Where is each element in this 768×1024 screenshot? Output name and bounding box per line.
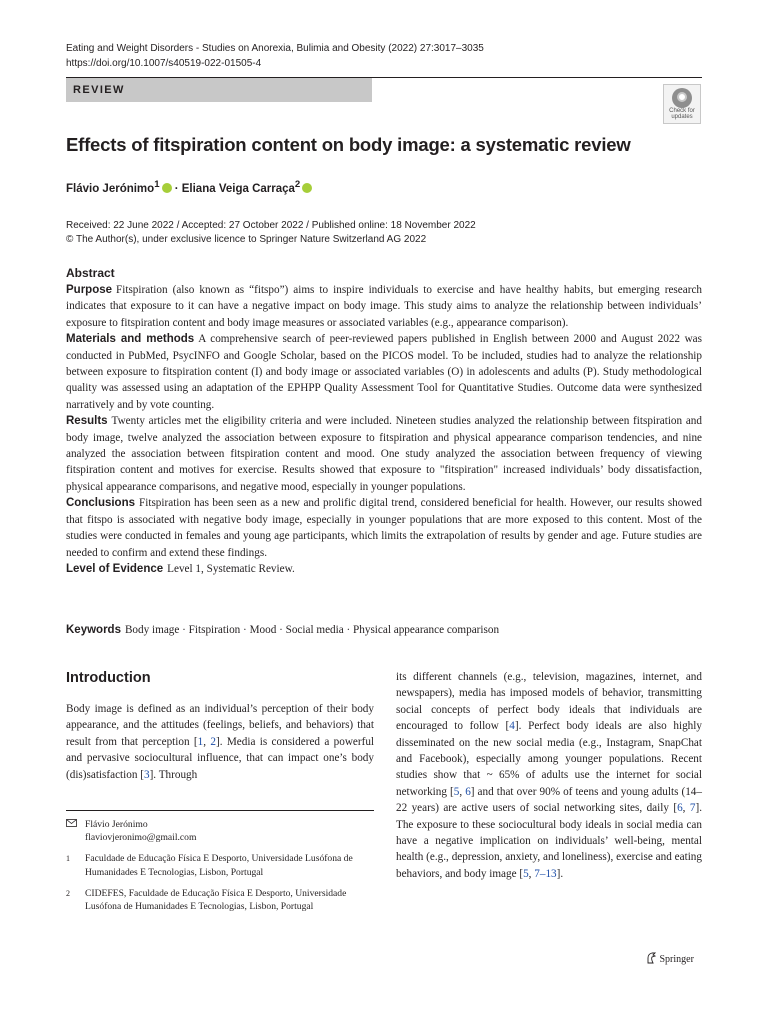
results-text: Twenty articles met the eligibility criteria and were included. Nineteen studies analyzed the relationship between fitspiration and body image, twelve analyzed the association between exposure to fitspiration and physical appearance comparison tendencies, and nine analyzed the association between fitspiration content and mood. One study analyzed the association between frequency of viewing fitspiration content and motives for exercise. Results showed that exposure to "fitspiration" increased individuals’ body dissatisfaction, physical appearance comparisons, and negative mood, especially in younger populations. bbox=[66, 415, 702, 493]
purpose-label: Purpose bbox=[66, 284, 113, 296]
citation-link[interactable]: 6 bbox=[677, 802, 683, 815]
introduction-right-column bbox=[396, 669, 702, 882]
results-label: Results bbox=[66, 415, 108, 428]
publisher-logo bbox=[646, 952, 694, 967]
methods-text: A comprehensive search of peer-reviewed papers published in English between 2000 and August 2022 was conducted in PubMed, PsycINFO and Google Scholar, based on the PICOS model. To be included, studies had to analyze the relationship between exposure to fitspiration content (I) and body image or associated variables (O) in adolescents and adults (P). Study methodological quality was assessed using an adaptation of the EPHPP Quality Assessment Tool for Quantitative Studies. Outcome data were synthesized narratively and by vote counting. bbox=[66, 333, 702, 411]
author-separator: · bbox=[171, 182, 182, 195]
copyright-notice: © The Author(s), under exclusive licence to Springer Nature Switzerland AG 2022 bbox=[66, 234, 427, 245]
evidence-label: Level of Evidence bbox=[66, 562, 164, 575]
purpose-text: Fitspiration (also known as “fitspo”) aims to inspire individuals to exercise and have healthy habits, but emerging research indicates that exposure to it can have a negative impact on body image. This study aims to analyze the relationship between individuals’ exposure to fitspiration content and body image measures or associated variables (e.g., appearance comparison). bbox=[66, 284, 702, 329]
affiliation-marker: 2 bbox=[294, 179, 301, 190]
citation-link[interactable]: 7–13 bbox=[534, 867, 557, 880]
affiliation-1 bbox=[66, 852, 374, 878]
footnote-divider bbox=[66, 810, 374, 811]
keywords-label: Keywords bbox=[66, 624, 121, 636]
abstract-heading: Abstract bbox=[66, 266, 115, 280]
citation-link[interactable]: 4 bbox=[509, 720, 515, 733]
check-for-updates-icon bbox=[672, 88, 692, 108]
footnotes bbox=[66, 818, 374, 921]
history-dates: Received: 22 June 2022 / Accepted: 27 October 2022 / Published online: 18 November 2022 bbox=[66, 220, 476, 231]
doi-link[interactable]: https://doi.org/10.1007/s40519-022-01505-4 bbox=[66, 58, 262, 69]
check-for-updates-badge[interactable] bbox=[663, 84, 701, 124]
citation-link[interactable]: 5 bbox=[523, 867, 529, 880]
author-list bbox=[66, 179, 312, 195]
author-name[interactable]: Eliana Veiga Carraça bbox=[181, 182, 295, 195]
introduction-paragraph-right: its different channels (e.g., television, magazines, internet, and newspapers), media has imposed models of behavior, transmitting social concepts of perfect body ideals that individuals are encouraged to follow [4]. Perfect body ideals are also highly disseminated on the new social media (e.g., Instagram, SnapChat and Facebook), especially among younger populations. Recent studies show that ~ 65% of adults use the internet for social networking [5, 6] and that over 90% of teens and young adults (14–22 years) are active users of social networking sites, daily [6, 7]. The exposure to these sociocultural body ideals in social media can have a negative implication on individuals’ well-being, mental health (e.g., depression, anxiety, and loneliness), exercise and eating behaviors, and body image [5, 7–13]. bbox=[396, 671, 702, 880]
orcid-icon[interactable] bbox=[162, 183, 172, 193]
journal-citation: Eating and Weight Disorders - Studies on Anorexia, Bulimia and Obesity (2022) 27:3017–3035 bbox=[66, 43, 484, 54]
publication-dates bbox=[66, 219, 476, 247]
citation-link[interactable]: 5 bbox=[453, 785, 460, 798]
affiliation-text: Faculdade de Educação Física E Desporto, Universidade Lusófona de Humanidades E Tecnologias, Lisbon, Portugal bbox=[85, 853, 353, 878]
abstract-methods bbox=[66, 331, 702, 413]
keywords-text: Body image · Fitspiration · Mood · Social media · Physical appearance comparison bbox=[124, 624, 500, 636]
abstract-results bbox=[66, 413, 702, 495]
corresponding-author-name: Flávio Jerónimo bbox=[85, 819, 148, 830]
check-for-updates-text-2: updates bbox=[671, 114, 693, 120]
orcid-icon[interactable] bbox=[302, 183, 312, 193]
author-name[interactable]: Flávio Jerónimo bbox=[66, 182, 155, 195]
affiliation-text: CIDEFES, Faculdade de Educação Física E Desporto, Universidade Lusófona de Humanidades E Tecnologias, Lisbon, Portugal bbox=[85, 887, 347, 913]
affiliation-marker: 1 bbox=[154, 179, 160, 190]
envelope-icon bbox=[66, 818, 77, 831]
publisher-name: Springer bbox=[659, 954, 694, 965]
article-type-label: REVIEW bbox=[66, 78, 372, 102]
citation-link[interactable]: 3 bbox=[143, 768, 150, 781]
corresponding-author-email[interactable]: flaviovjeronimo@gmail.com bbox=[85, 832, 197, 844]
keywords bbox=[66, 624, 702, 636]
springer-horse-icon bbox=[646, 954, 660, 965]
conclusions-label: Conclusions bbox=[66, 497, 136, 510]
affiliation-2 bbox=[66, 887, 374, 913]
introduction-paragraph-left: Body image is defined as an individual’s perception of their body appearance, and the attitudes (feelings, beliefs, and behaviors) that result from that perception [1, 2]. Media is considered a powerful and pervasive sociocultural influence, that can impact one’s body (dis)satisfaction [3]. Through bbox=[66, 703, 375, 781]
affiliation-number: 1 bbox=[66, 854, 70, 864]
conclusions-text: Fitspiration has been seen as a new and prolific digital trend, considered beneficial for health. However, our results showed that fitspo is associated with negative body image, especially in younger populations that are more exposed to this content. Most of the studies were conducted in females and young age participants, which limits the extrapolation of results by gender and age. Future studies are needed to confirm and extend these findings. bbox=[66, 497, 702, 559]
introduction-heading: Introduction bbox=[66, 670, 151, 686]
corresponding-author bbox=[66, 818, 374, 844]
citation-link[interactable]: 1 bbox=[197, 735, 204, 748]
citation-link[interactable]: 2 bbox=[210, 735, 216, 748]
citation-link[interactable]: 6 bbox=[465, 785, 471, 798]
abstract bbox=[66, 266, 702, 577]
methods-label: Materials and methods bbox=[66, 333, 195, 346]
abstract-conclusions bbox=[66, 495, 702, 561]
article-title: Effects of fitspiration content on body image: a systematic review bbox=[66, 134, 631, 155]
introduction-left-column bbox=[66, 669, 374, 783]
affiliation-number: 2 bbox=[66, 888, 70, 898]
journal-header bbox=[66, 41, 484, 71]
citation-link[interactable]: 7 bbox=[689, 802, 696, 815]
evidence-text: Level 1, Systematic Review. bbox=[167, 562, 295, 575]
check-for-updates-text-1: Check for bbox=[669, 108, 695, 114]
abstract-evidence bbox=[66, 561, 702, 577]
abstract-purpose bbox=[66, 282, 702, 331]
